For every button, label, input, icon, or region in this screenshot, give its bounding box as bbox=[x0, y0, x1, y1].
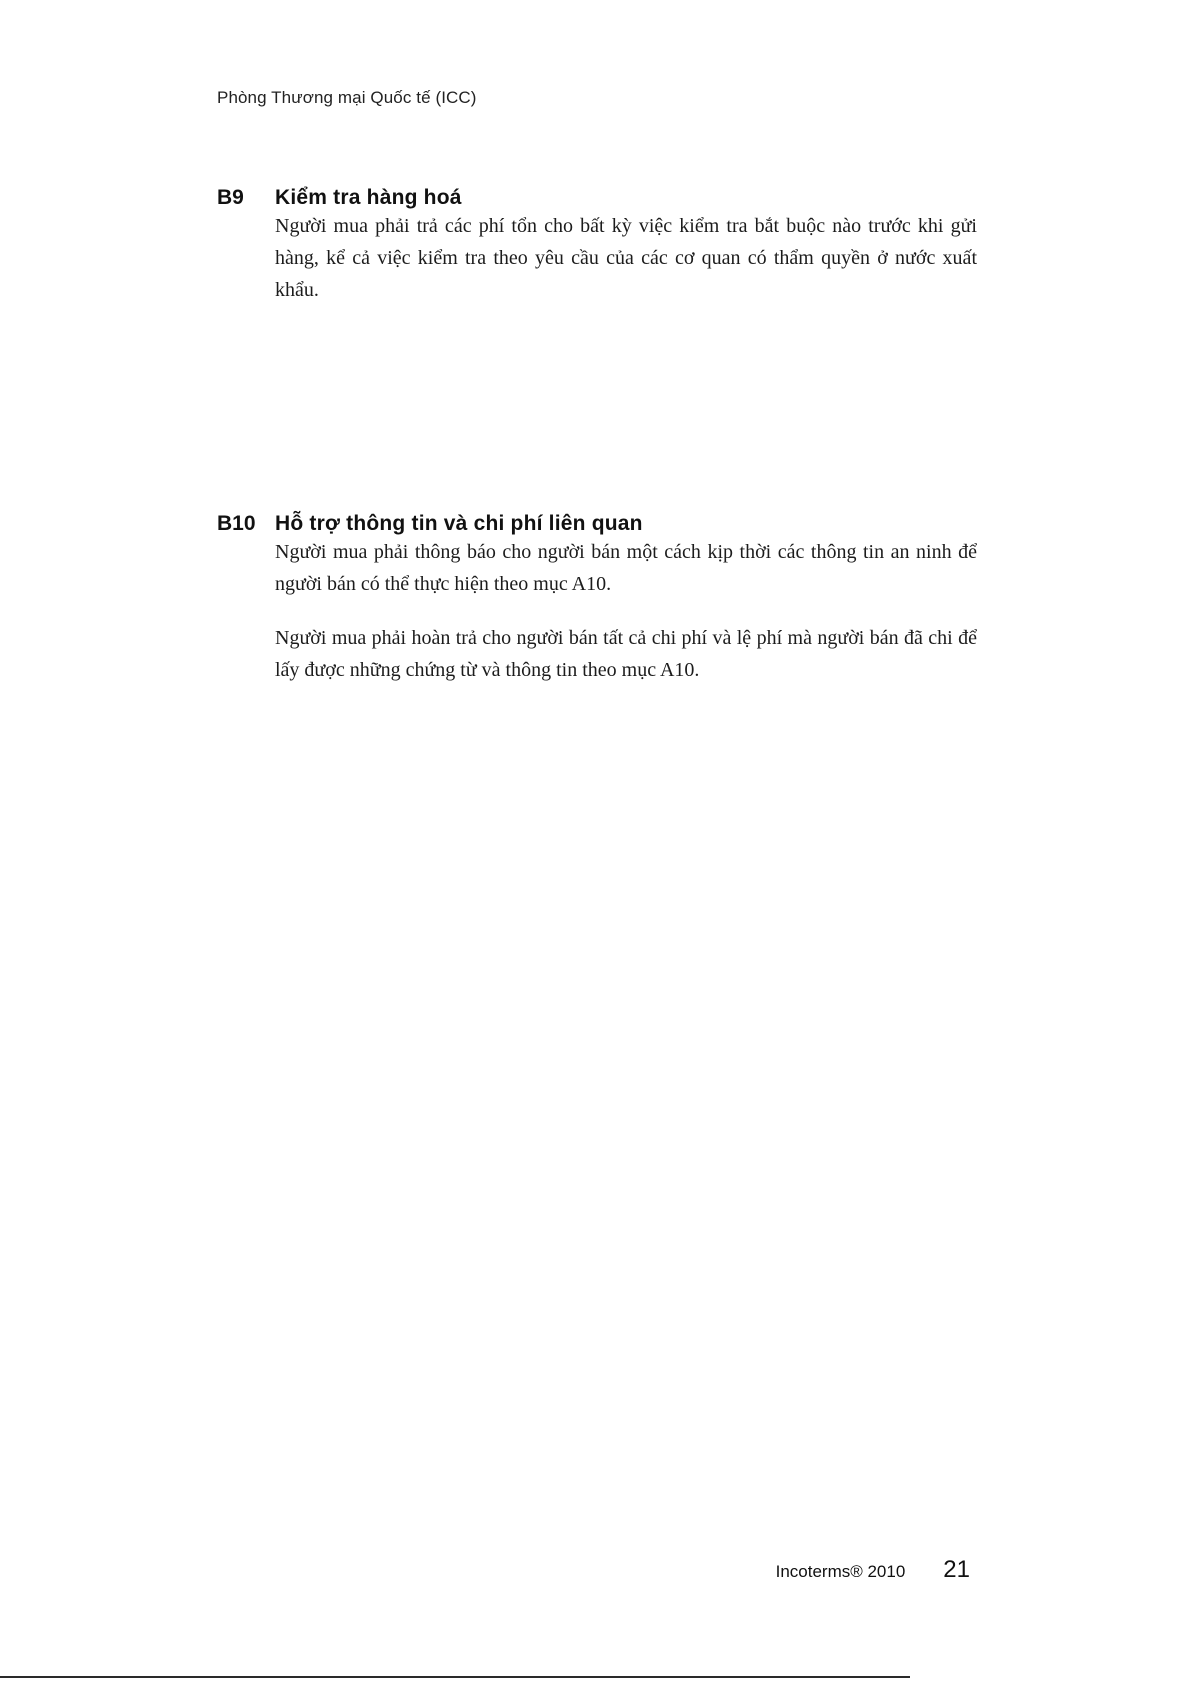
bottom-rule bbox=[0, 1676, 910, 1678]
section-number: B10 bbox=[217, 512, 256, 535]
page-footer bbox=[776, 1556, 970, 1584]
section-b10 bbox=[217, 512, 977, 686]
section-b9 bbox=[217, 186, 977, 306]
section-body bbox=[275, 536, 977, 686]
paragraph: Người mua phải thông báo cho người bán một cách kịp thời các thông tin an ninh để người bán có thể thực hiện theo mục A10. bbox=[275, 541, 977, 595]
section-heading bbox=[217, 512, 977, 536]
section-title: Hỗ trợ thông tin và chi phí liên quan bbox=[275, 512, 643, 535]
paragraph: Người mua phải trả các phí tổn cho bất kỳ việc kiểm tra bắt buộc nào trước khi gửi hàng, kể cả việc kiểm tra theo yêu cầu của các cơ quan có thẩm quyền ở nước xuất khẩu. bbox=[275, 215, 977, 301]
running-header: Phòng Thương mại Quốc tế (ICC) bbox=[217, 88, 477, 107]
section-heading bbox=[217, 186, 977, 210]
section-title: Kiểm tra hàng hoá bbox=[275, 186, 462, 209]
page-number: 21 bbox=[943, 1556, 970, 1583]
section-body bbox=[275, 210, 977, 306]
paragraph: Người mua phải hoàn trả cho người bán tất cả chi phí và lệ phí mà người bán đã chi để lấy được những chứng từ và thông tin theo mục A10. bbox=[275, 627, 977, 681]
section-number: B9 bbox=[217, 186, 244, 209]
publication-title: Incoterms® 2010 bbox=[775, 1562, 906, 1581]
